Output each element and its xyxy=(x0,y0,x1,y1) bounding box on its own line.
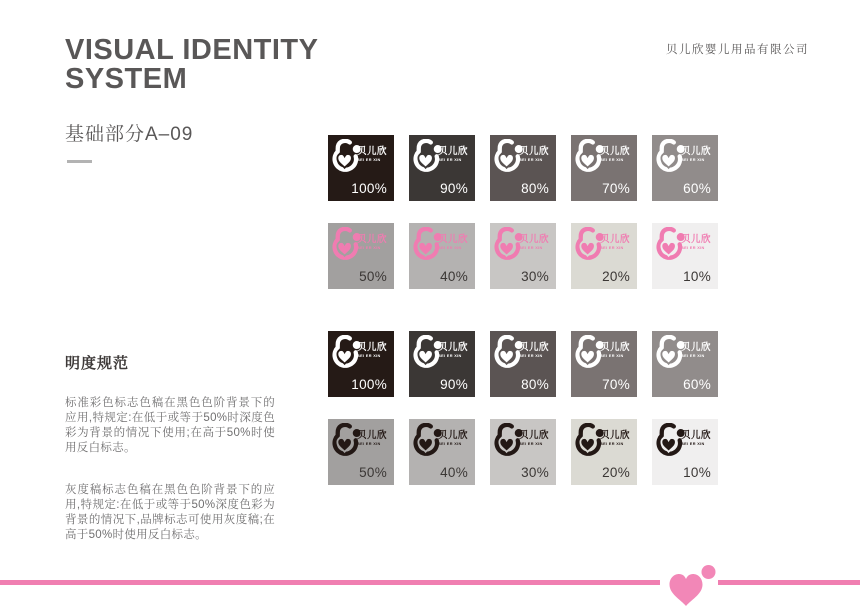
footer-line-right xyxy=(718,580,860,585)
swatch-percentage-label: 60% xyxy=(683,377,711,392)
logo-english-text: BEI ER XIN xyxy=(681,442,705,446)
brightness-spec-heading: 明度规范 xyxy=(65,355,130,372)
company-name: 贝儿欣婴儿用品有限公司 xyxy=(666,44,809,56)
swatch-percentage-label: 80% xyxy=(521,377,549,392)
swatch-percentage-label: 100% xyxy=(351,181,387,196)
page-title-line1: VISUAL IDENTITY xyxy=(65,34,319,66)
logo-english-text: BEI ER XIN xyxy=(357,158,381,162)
logo-brightness-swatch xyxy=(490,331,556,397)
beierxin-logo-wordmark xyxy=(438,235,481,253)
beierxin-logo-wordmark xyxy=(357,147,400,165)
swatch-row xyxy=(328,135,718,201)
beierxin-logo-wordmark xyxy=(438,343,481,361)
beierxin-logo-wordmark xyxy=(357,235,400,253)
beierxin-logo-wordmark xyxy=(519,235,562,253)
swatch-percentage-label: 90% xyxy=(440,377,468,392)
logo-chinese-text: 贝儿欣 xyxy=(681,342,712,353)
swatch-percentage-label: 50% xyxy=(359,269,387,284)
logo-english-text: BEI ER XIN xyxy=(438,442,462,446)
swatch-percentage-label: 40% xyxy=(440,269,468,284)
logo-chinese-text: 贝儿欣 xyxy=(681,234,712,245)
swatch-row xyxy=(328,419,718,485)
swatch-percentage-label: 100% xyxy=(351,377,387,392)
logo-brightness-swatch xyxy=(328,331,394,397)
beierxin-logo-wordmark xyxy=(357,431,400,449)
logo-chinese-text: 贝儿欣 xyxy=(357,146,388,157)
grayscale-logo-rule-paragraph: 灰度稿标志色稿在黑色色阶背景下的应用,特规定:在低于或等于50%深度色彩为背景的情况下,品牌标志可使用灰度稿;在高于50%时使用反白标志。 xyxy=(65,484,275,541)
logo-chinese-text: 贝儿欣 xyxy=(600,342,631,353)
logo-brightness-swatch xyxy=(409,135,475,201)
swatch-percentage-label: 10% xyxy=(683,465,711,480)
swatch-row xyxy=(328,331,718,397)
logo-brightness-swatch xyxy=(409,419,475,485)
swatch-percentage-label: 70% xyxy=(602,377,630,392)
divider-dash xyxy=(67,160,92,163)
logo-brightness-swatch xyxy=(490,135,556,201)
logo-brightness-swatch xyxy=(652,223,718,289)
logo-brightness-swatch xyxy=(328,223,394,289)
beierxin-logo-wordmark xyxy=(600,147,643,165)
section-code: 基础部分A–09 xyxy=(65,124,194,145)
logo-chinese-text: 贝儿欣 xyxy=(519,234,550,245)
swatch-percentage-label: 90% xyxy=(440,181,468,196)
swatch-percentage-label: 20% xyxy=(602,465,630,480)
logo-brightness-swatch xyxy=(409,331,475,397)
swatch-percentage-label: 30% xyxy=(521,465,549,480)
logo-english-text: BEI ER XIN xyxy=(519,442,543,446)
logo-chinese-text: 贝儿欣 xyxy=(519,146,550,157)
logo-chinese-text: 贝儿欣 xyxy=(681,430,712,441)
footer-line-left xyxy=(0,580,660,585)
logo-brightness-swatch xyxy=(571,135,637,201)
footer-heart-icon xyxy=(666,563,720,609)
logo-english-text: BEI ER XIN xyxy=(438,354,462,358)
swatch-percentage-label: 40% xyxy=(440,465,468,480)
page-title-line2: SYSTEM xyxy=(65,63,188,95)
beierxin-logo-wordmark xyxy=(681,147,724,165)
page-title xyxy=(65,36,319,94)
logo-english-text: BEI ER XIN xyxy=(357,246,381,250)
logo-english-text: BEI ER XIN xyxy=(438,158,462,162)
logo-brightness-swatch xyxy=(328,135,394,201)
logo-brightness-swatch xyxy=(652,135,718,201)
color-logo-rule-paragraph: 标准彩色标志色稿在黑色色阶背景下的应用,特规定:在低于或等于50%时深度色彩为背景的情况下使用;在高于50%时使用反白标志。 xyxy=(65,397,275,454)
beierxin-logo-wordmark xyxy=(600,343,643,361)
swatch-percentage-label: 80% xyxy=(521,181,549,196)
logo-brightness-swatch xyxy=(652,419,718,485)
logo-chinese-text: 贝儿欣 xyxy=(357,342,388,353)
logo-chinese-text: 贝儿欣 xyxy=(519,342,550,353)
logo-english-text: BEI ER XIN xyxy=(681,354,705,358)
logo-english-text: BEI ER XIN xyxy=(600,442,624,446)
beierxin-logo-wordmark xyxy=(681,235,724,253)
logo-english-text: BEI ER XIN xyxy=(519,246,543,250)
logo-brightness-swatch xyxy=(409,223,475,289)
beierxin-logo-wordmark xyxy=(600,431,643,449)
logo-brightness-swatch xyxy=(571,223,637,289)
logo-chinese-text: 贝儿欣 xyxy=(357,234,388,245)
logo-brightness-swatch xyxy=(490,419,556,485)
logo-english-text: BEI ER XIN xyxy=(600,158,624,162)
beierxin-logo-wordmark xyxy=(600,235,643,253)
beierxin-logo-wordmark xyxy=(519,431,562,449)
grayscale-logo-swatch-grid xyxy=(328,331,718,507)
logo-english-text: BEI ER XIN xyxy=(519,158,543,162)
logo-chinese-text: 贝儿欣 xyxy=(600,234,631,245)
logo-english-text: BEI ER XIN xyxy=(681,158,705,162)
logo-english-text: BEI ER XIN xyxy=(600,354,624,358)
beierxin-logo-wordmark xyxy=(681,431,724,449)
logo-english-text: BEI ER XIN xyxy=(357,354,381,358)
logo-english-text: BEI ER XIN xyxy=(681,246,705,250)
beierxin-logo-wordmark xyxy=(519,147,562,165)
swatch-percentage-label: 10% xyxy=(683,269,711,284)
swatch-row xyxy=(328,223,718,289)
beierxin-logo-wordmark xyxy=(357,343,400,361)
beierxin-logo-wordmark xyxy=(438,431,481,449)
logo-chinese-text: 贝儿欣 xyxy=(600,146,631,157)
logo-english-text: BEI ER XIN xyxy=(438,246,462,250)
logo-chinese-text: 贝儿欣 xyxy=(438,430,469,441)
color-logo-swatch-grid xyxy=(328,135,718,311)
logo-chinese-text: 贝儿欣 xyxy=(681,146,712,157)
logo-chinese-text: 贝儿欣 xyxy=(438,342,469,353)
swatch-percentage-label: 60% xyxy=(683,181,711,196)
logo-chinese-text: 贝儿欣 xyxy=(600,430,631,441)
logo-brightness-swatch xyxy=(571,419,637,485)
logo-brightness-swatch xyxy=(490,223,556,289)
logo-chinese-text: 贝儿欣 xyxy=(519,430,550,441)
logo-english-text: BEI ER XIN xyxy=(519,354,543,358)
beierxin-logo-wordmark xyxy=(681,343,724,361)
swatch-percentage-label: 30% xyxy=(521,269,549,284)
swatch-percentage-label: 50% xyxy=(359,465,387,480)
logo-english-text: BEI ER XIN xyxy=(357,442,381,446)
beierxin-logo-wordmark xyxy=(438,147,481,165)
swatch-percentage-label: 20% xyxy=(602,269,630,284)
logo-brightness-swatch xyxy=(652,331,718,397)
logo-chinese-text: 贝儿欣 xyxy=(357,430,388,441)
logo-english-text: BEI ER XIN xyxy=(600,246,624,250)
logo-brightness-swatch xyxy=(571,331,637,397)
logo-chinese-text: 贝儿欣 xyxy=(438,146,469,157)
swatch-percentage-label: 70% xyxy=(602,181,630,196)
logo-chinese-text: 贝儿欣 xyxy=(438,234,469,245)
beierxin-logo-wordmark xyxy=(519,343,562,361)
logo-brightness-swatch xyxy=(328,419,394,485)
